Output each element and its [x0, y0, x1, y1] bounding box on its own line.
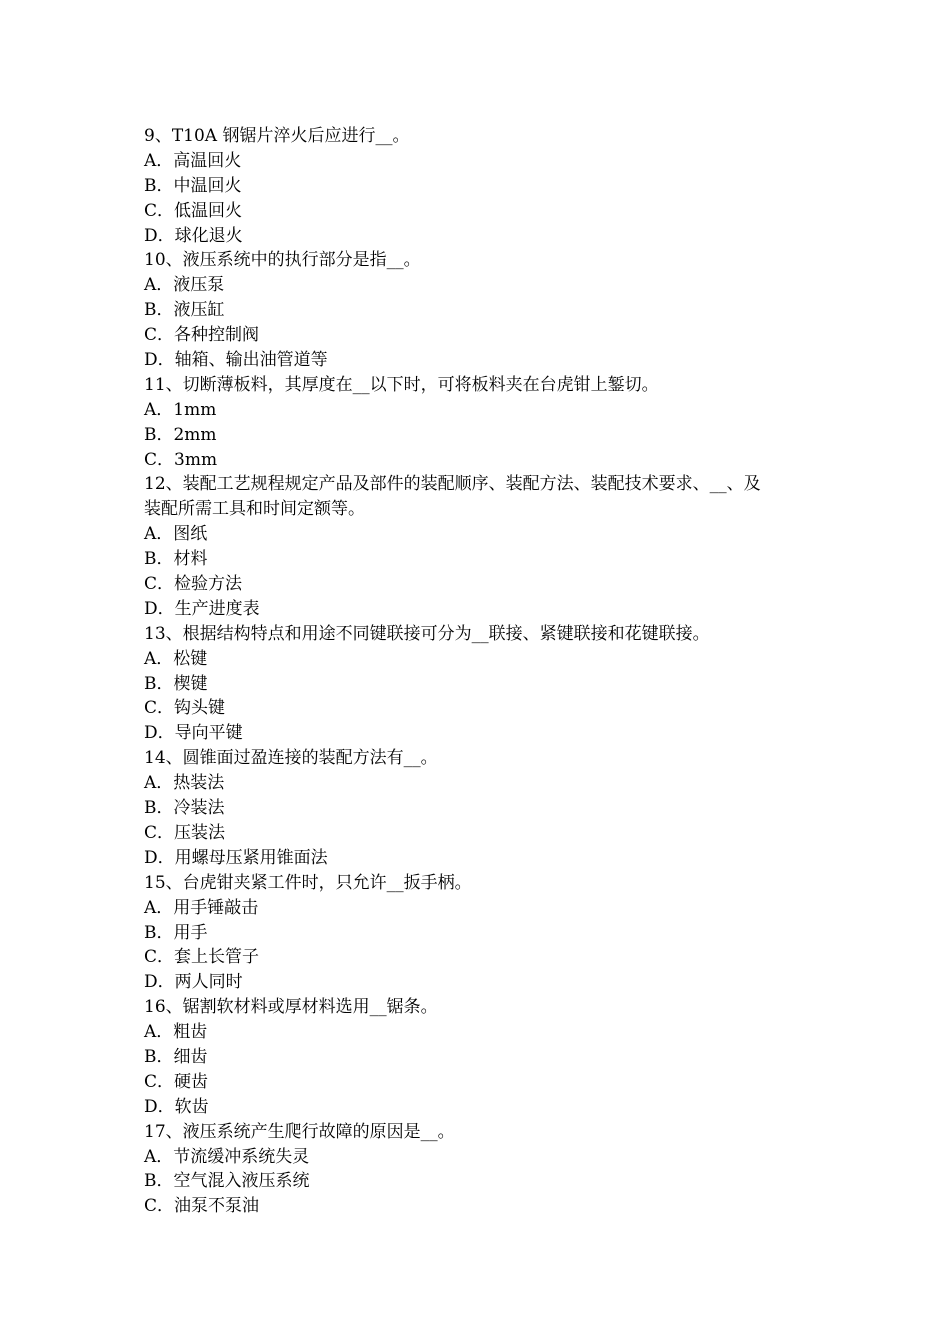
option-d: D．轴箱、输出油管道等	[144, 350, 328, 371]
option-a: A．图纸	[144, 524, 208, 545]
question-14	[144, 746, 814, 870]
option-d: D．生产进度表	[144, 598, 260, 619]
option-c: C．硬齿	[144, 1071, 209, 1092]
option-b: B．中温回火	[144, 175, 242, 196]
option-c: C．各种控制阀	[144, 325, 260, 346]
question-11	[144, 373, 814, 473]
question-10	[144, 248, 814, 372]
question-stem: 11、切断薄板料，其厚度在__以下时，可将板料夹在台虎钳上錾切。	[144, 374, 659, 395]
option-d: D．导向平键	[144, 723, 243, 744]
option-a: A．液压泵	[144, 275, 225, 296]
question-stem: 9、T10A 钢锯片淬火后应进行__。	[144, 126, 410, 146]
option-d: D．软齿	[144, 1096, 209, 1117]
option-b: B．楔键	[144, 673, 208, 694]
option-a: A．高温回火	[144, 150, 242, 171]
option-b: B．用手	[144, 922, 208, 943]
question-9	[144, 124, 814, 248]
option-c: C．钩头键	[144, 698, 226, 719]
option-d: D．用螺母压紧用锥面法	[144, 847, 328, 868]
option-a: A．热装法	[144, 773, 225, 794]
option-b: B．冷装法	[144, 798, 225, 819]
option-a: A．用手锤敲击	[144, 897, 259, 918]
question-list	[144, 124, 814, 1219]
option-b: B．2mm	[144, 424, 217, 445]
question-stem: 15、台虎钳夹紧工件时，只允许__扳手柄。	[144, 872, 472, 893]
option-c: C．低温回火	[144, 200, 243, 221]
option-b: B．细齿	[144, 1046, 208, 1067]
option-c: C．检验方法	[144, 574, 243, 595]
option-c: C．套上长管子	[144, 947, 260, 968]
question-16	[144, 995, 814, 1119]
question-15	[144, 871, 814, 995]
option-d: D．两人同时	[144, 972, 243, 993]
option-b: B．液压缸	[144, 300, 225, 321]
question-stem: 10、液压系统中的执行部分是指__。	[144, 250, 421, 271]
option-b: B．空气混入液压系统	[144, 1171, 310, 1192]
option-a: A．1mm	[144, 399, 217, 420]
option-c: C．油泵不泵油	[144, 1196, 260, 1217]
question-stem: 13、根据结构特点和用途不同键联接可分为__联接、紧键联接和花键联接。	[144, 623, 710, 644]
question-stem: 16、锯割软材料或厚材料选用__锯条。	[144, 997, 438, 1018]
option-a: A．粗齿	[144, 1022, 208, 1043]
question-stem: 12、装配工艺规程规定产品及部件的装配顺序、装配方法、装配技术要求、__、及	[144, 474, 761, 495]
option-b: B．材料	[144, 549, 208, 570]
question-17	[144, 1120, 814, 1220]
question-stem: 14、圆锥面过盈连接的装配方法有__。	[144, 748, 438, 769]
option-a: A．节流缓冲系统失灵	[144, 1146, 310, 1167]
option-c: C．3mm	[144, 449, 218, 470]
option-a: A．松键	[144, 648, 208, 669]
option-c: C．压装法	[144, 822, 226, 843]
question-12	[144, 472, 814, 621]
option-d: D．球化退火	[144, 225, 243, 246]
question-stem-continued: 装配所需工具和时间定额等。	[144, 499, 365, 520]
question-13	[144, 622, 814, 746]
question-stem: 17、液压系统产生爬行故障的原因是__。	[144, 1121, 455, 1142]
